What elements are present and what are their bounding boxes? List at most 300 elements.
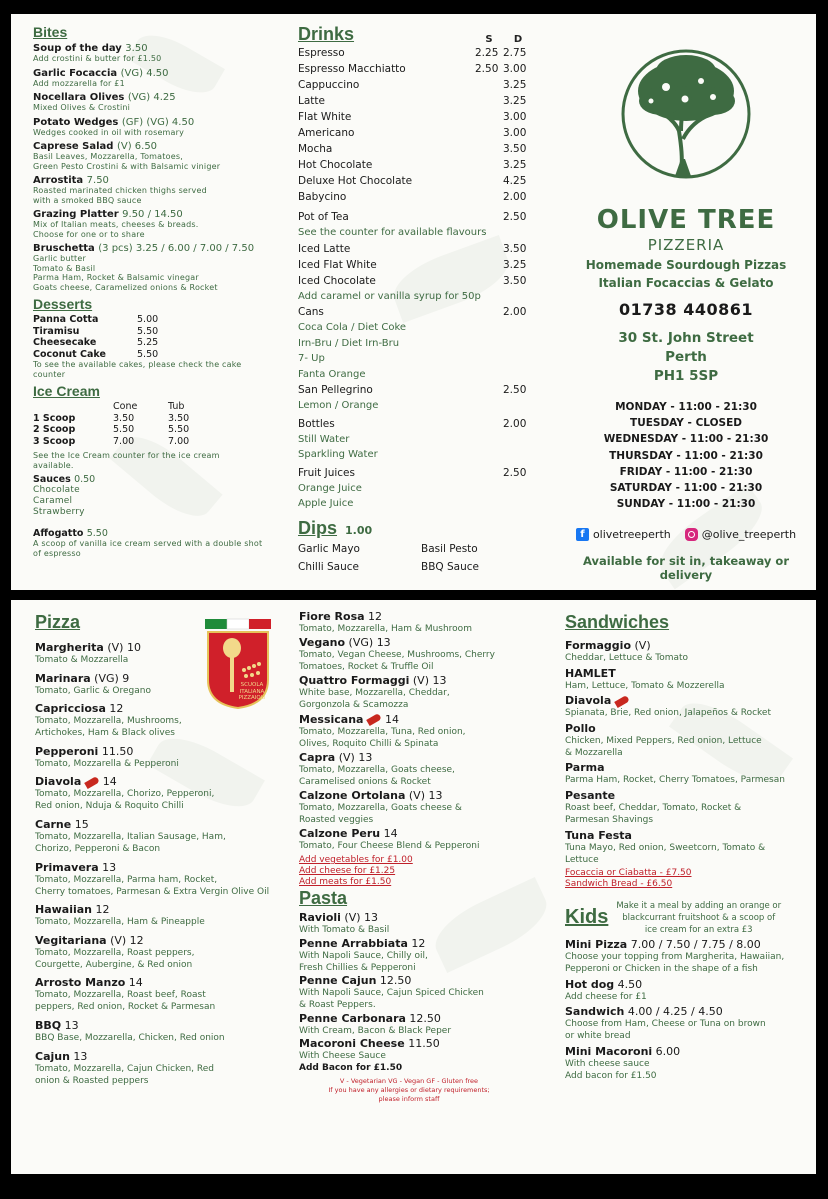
bites-item-desc: Goats cheese, Caramelized onions & Rocket (33, 282, 218, 292)
kids-sandwich (565, 1005, 810, 1042)
sandwich-desc: Parma Ham, Rocket, Cherry Tomatoes, Parmesan (565, 775, 785, 786)
ice-cream-size: 2 Scoop (33, 424, 76, 435)
bites-item-desc: Mixed Olives & Crostini (33, 103, 131, 112)
item-name: Calzone Peru (299, 827, 381, 841)
hours-row: SATURDAY - 11:00 - 21:30 (609, 482, 763, 495)
pizza-arrosto-manzo (35, 976, 285, 1013)
ice-cream-note: See the Ice Cream counter for the ice cream available. (33, 451, 220, 470)
item-name: Ravioli (299, 911, 341, 925)
ice-cream-tub-price: 5.50 (168, 424, 190, 435)
drink-price-double: 3.50 (503, 274, 527, 287)
item-price: 12 (364, 610, 383, 623)
cans-label: Cans (298, 306, 324, 318)
bites-item-desc: Mix of Italian meats, cheeses & breads. (33, 220, 199, 229)
dips-price: 1.00 (345, 523, 373, 537)
pasta-desc: Fresh Chillies & Pepperoni (299, 962, 416, 973)
sandwich-desc: Parmesan Shavings (565, 814, 654, 825)
instagram-link[interactable] (685, 528, 796, 541)
dessert-row-panna-cotta (33, 314, 166, 326)
sauce-strawberry: Strawberry (33, 507, 85, 517)
drink-price-small: 2.25 (475, 47, 499, 59)
sandwich-list (565, 639, 810, 866)
drink-name: Deluxe Hot Chocolate (298, 175, 413, 187)
pizza-desc: BBQ Base, Mozzarella, Chicken, Red onion (35, 1032, 225, 1043)
instagram-handle: @olive_treeperth (701, 528, 797, 542)
sandwich-name (565, 639, 810, 652)
sandwiches-heading: Sandwiches (565, 612, 670, 632)
pizza-name (299, 636, 549, 649)
sandwich-parma (565, 761, 810, 786)
sandwich-desc: & Mozzarella (565, 747, 623, 758)
ice-cream-cone-price: 7.00 (113, 435, 135, 447)
kids-desc: or white bread (565, 1031, 631, 1042)
pizza-name (35, 1019, 285, 1032)
pizza-desc: White base, Mozzarella, Cheddar, (299, 688, 450, 699)
bites-item-name (33, 209, 273, 220)
availability-text: Available for sit in, takeaway or delivery (583, 554, 789, 583)
item-price: 15 (71, 817, 89, 831)
ice-cream-cone-price: 5.50 (113, 424, 135, 435)
pot-of-tea-row (298, 209, 543, 225)
ice-cream-size: 3 Scoop (33, 435, 76, 447)
bites-item-desc: Parma Ham, Rocket & Balsamic vinegar (33, 273, 199, 282)
opening-hours (556, 399, 816, 512)
brand-tagline-2: Italian Focaccias & Gelato (598, 276, 774, 290)
drink-price-small: 2.50 (475, 63, 499, 75)
item-name: Formaggio (565, 639, 632, 652)
sauces-item (33, 474, 273, 485)
drink-price-double: 2.75 (503, 47, 527, 59)
drink-price-double: 3.25 (503, 159, 527, 171)
item-price: 13 (61, 1018, 79, 1032)
item-name: Potato Wedges (33, 116, 122, 128)
item-name: Soup of the day (33, 43, 126, 54)
dessert-price: 5.00 (137, 314, 159, 325)
drink-name: Babycino (298, 191, 347, 203)
dip-basil-pesto: Basil Pesto (421, 542, 478, 555)
sandwich-desc: Chicken, Mixed Peppers, Red onion, Lettuce (565, 735, 762, 746)
item-price: 3.50 (125, 43, 148, 54)
sauces-price: 0.50 (74, 474, 96, 485)
bites-item-name (33, 117, 273, 128)
drink-row-deluxe-hot-chocolate (298, 173, 543, 189)
pizza-name (35, 775, 285, 788)
dips-grid (298, 541, 543, 575)
iced-row-iced-flat-white (298, 257, 543, 273)
drink-name: Iced Latte (298, 242, 351, 255)
item-price: (V) 12 (106, 933, 144, 947)
kids-hot-dog (565, 978, 810, 1003)
pizza-name (35, 745, 285, 758)
pasta-macoroni-cheese (299, 1037, 549, 1062)
bottles-row (298, 416, 543, 432)
bites-item-desc: Add crostini & butter for £1.50 (33, 54, 162, 63)
bites-item-desc: Tomato & Basil (33, 263, 96, 273)
brand-tagline-1: Homemade Sourdough Pizzas (585, 258, 787, 272)
ice-cream-heading: Ice Cream (33, 383, 100, 399)
kids-desc: Choose from Ham, Cheese or Tuna on brown (565, 1019, 766, 1030)
item-name: Mini Macoroni (565, 1044, 653, 1058)
can-irn-bru-diet-irn-bru: Irn-Bru / Diet Irn-Bru (298, 337, 400, 349)
drink-row-espresso (298, 45, 543, 61)
sandwich-price-focaccia-or-ciabatta-7-50[interactable]: Focaccia or Ciabatta - £7.50 (565, 868, 692, 879)
affogato-name: Affogatto (33, 528, 84, 539)
bottles-price: 2.00 (503, 417, 527, 430)
desserts-table (33, 314, 166, 360)
dips-heading-row (298, 518, 543, 539)
item-name: Calzone Ortolana (299, 788, 406, 802)
item-name: Grazing Platter (33, 209, 123, 220)
chili-icon (84, 776, 100, 789)
pizza-carne (35, 818, 285, 855)
ice-cream-header-row (33, 401, 197, 413)
sandwiches-column (565, 612, 810, 1085)
pizza-desc: Tomato, Mozzarella, Italian Sausage, Ham, (35, 831, 226, 842)
instagram-icon (685, 528, 698, 541)
brand-subtitle: PIZZERIA (647, 236, 725, 254)
sandwich-desc: Tuna Mayo, Red onion, Sweetcorn, Tomato & (565, 842, 766, 853)
drink-price-double: 2.00 (503, 191, 527, 203)
ice-cream-col-cone: Cone (113, 401, 138, 412)
item-price: 12 (92, 903, 110, 917)
drink-price-double: 3.25 (503, 79, 527, 91)
sandwich-desc: Cheddar, Lettuce & Tomato (565, 653, 689, 663)
item-name: Penne Arrabbiata (299, 936, 408, 950)
item-name: HAMLET (565, 666, 616, 680)
kids-mini-macoroni (565, 1045, 810, 1082)
item-price: (3 pcs) 3.25 / 6.00 / 7.00 / 7.50 (98, 243, 255, 254)
kids-name (565, 938, 810, 951)
dessert-name: Panna Cotta (33, 314, 99, 325)
ice-cream-col-tub: Tub (168, 401, 185, 412)
bites-item-desc: Basil Leaves, Mozzarella, Tomatoes, (33, 152, 183, 161)
item-name: Mini Pizza (565, 938, 628, 952)
drink-price-double: 3.00 (503, 63, 527, 75)
dessert-price: 5.50 (137, 348, 159, 360)
sauces-list (33, 485, 273, 518)
dip-garlic-mayo: Garlic Mayo (298, 542, 360, 555)
phone-number[interactable]: 01738 440861 (618, 300, 754, 319)
sandwich-name (565, 694, 810, 707)
pizza-name (35, 934, 285, 947)
menu-page-back (11, 600, 816, 1174)
item-name: Sandwich (565, 1005, 625, 1019)
drink-price-small (475, 109, 503, 125)
sauce-chocolate: Chocolate (33, 485, 80, 495)
item-name: Carne (35, 817, 72, 831)
drink-row-americano (298, 125, 543, 141)
item-price: (VG) 4.50 (120, 67, 169, 79)
kids-desc: Pepperoni or Chicken in the shape of a fish (565, 964, 758, 975)
pizza-messicana (299, 713, 549, 750)
juices-name: Fruit Juices (298, 466, 355, 479)
pizza-calzone-peru (299, 827, 549, 852)
item-price: 11.50 (404, 1037, 440, 1051)
item-price: 7.00 / 7.50 / 7.75 / 8.00 (627, 938, 761, 952)
pizza-desc: Tomatoes, Rocket & Truffle Oil (299, 662, 434, 673)
item-name: Fiore Rosa (299, 610, 365, 623)
affogato-item (33, 528, 273, 539)
sandwich-pollo (565, 722, 810, 759)
dessert-name: Tiramisu (33, 325, 80, 337)
pizza-diavola (35, 775, 285, 812)
pizza-extra-add-meats-for-1-50[interactable]: Add meats for £1.50 (299, 877, 392, 888)
pizza-desc: Roasted veggies (299, 814, 374, 825)
pizza-desc: Tomato, Mozzarella, Cajun Chicken, Red (35, 1063, 214, 1074)
pizza-desc: Tomato, Mozzarella, Ham & Pineapple (35, 917, 205, 928)
pasta-name (299, 1012, 549, 1025)
kids-desc: Add bacon for £1.50 (565, 1070, 657, 1081)
bites-item-nocellara-olives (33, 92, 273, 113)
pizza-extra-add-vegetables-for-1-00[interactable]: Add vegetables for £1.00 (299, 855, 413, 866)
item-name: Pollo (565, 721, 596, 735)
cans-price: 2.00 (503, 306, 527, 318)
pasta-ravioli (299, 911, 549, 936)
bites-item-name (33, 175, 273, 186)
pizza-hawaiian (35, 903, 285, 928)
address-line-1: 30 St. John Street (618, 330, 754, 346)
item-price: 12.50 (376, 974, 412, 988)
item-name: Arrostita (33, 175, 87, 186)
pasta-name (299, 937, 549, 950)
item-price: (V) 13 (409, 674, 447, 688)
bites-item-name (33, 43, 273, 54)
address-line-3: PH1 5SP (653, 368, 719, 384)
bites-item-desc: Wedges cooked in oil with rosemary (33, 127, 185, 137)
item-name: Macoroni Cheese (299, 1037, 405, 1051)
item-name: Tuna Festa (565, 828, 632, 842)
pasta-penne-arrabbiata (299, 937, 549, 974)
drink-row-cappuccino (298, 77, 543, 93)
ice-cream-row-2-scoop (33, 424, 197, 436)
menu-page-front (11, 14, 816, 590)
pizza-vegano (299, 636, 549, 673)
hours-row: TUESDAY - CLOSED (630, 417, 742, 430)
sandwich-price-sandwich-bread-6-50[interactable]: Sandwich Bread - £6.50 (565, 879, 673, 890)
sandwich-desc: Ham, Lettuce, Tomato & Mozzerella (565, 680, 725, 691)
desserts-note: To see the available cakes, please check the cake counter (33, 360, 242, 379)
bites-item-soup-of-the-day (33, 43, 273, 64)
pizza-desc: Tomato, Mozzarella, Chorizo, Pepperoni, (35, 789, 215, 800)
item-name: Hawaiian (35, 903, 93, 917)
item-price: 4.00 / 4.25 / 4.50 (624, 1005, 723, 1019)
juices-list (298, 481, 543, 512)
item-price: 7.50 (86, 175, 109, 186)
pasta-desc: With Tomato & Basil (299, 925, 390, 936)
pot-of-tea-note: See the counter for available flavours (298, 227, 487, 238)
juice-orange-juice: Orange Juice (298, 482, 362, 494)
pellegrino-name: San Pellegrino (298, 384, 373, 396)
bites-item-garlic-focaccia (33, 68, 273, 89)
drink-name: Espresso Macchiatto (298, 63, 406, 75)
can-fanta-orange: Fanta Orange (298, 368, 366, 380)
pasta-desc: With Napoli Sauce, Chilly oil, (299, 950, 428, 961)
pizza-fiore-rosa (299, 610, 549, 635)
hours-row: FRIDAY - 11:00 - 21:30 (619, 465, 753, 478)
bites-item-desc: Choose for one or to share (33, 229, 145, 239)
bites-item-name (33, 243, 273, 254)
drink-name: Flat White (298, 111, 352, 123)
drink-price-double: 3.25 (503, 95, 527, 107)
pellegrino-row (298, 382, 543, 398)
item-price: 11.50 (98, 744, 134, 758)
kids-header (565, 900, 810, 936)
pasta-desc: With Napoli Sauce, Cajun Spiced Chicken (299, 988, 484, 999)
kids-desc: Add cheese for £1 (565, 991, 647, 1002)
drink-row-mocha (298, 141, 543, 157)
chili-icon (367, 713, 383, 726)
facebook-handle: olivetreeperth (592, 528, 671, 542)
pizza-name (35, 861, 285, 874)
pizza-desc: Tomato, Mozzarella, Goats cheese & (299, 802, 462, 813)
item-price: 13 (98, 860, 117, 874)
hours-row: SUNDAY - 11:00 - 21:30 (616, 498, 756, 511)
sandwich-formaggio (565, 639, 810, 664)
drink-price-small (475, 257, 503, 273)
pizza-desc: Courgette, Aubergine, & Red onion (35, 959, 193, 970)
drink-price-small (475, 241, 503, 257)
item-name: Garlic Focaccia (33, 67, 121, 79)
dessert-price: 5.25 (137, 337, 159, 348)
item-price: (V) 10 (103, 641, 141, 654)
brand-name: OLIVE TREE (596, 205, 776, 235)
item-name: Penne Carbonara (299, 1011, 406, 1025)
sandwich-name (565, 761, 810, 774)
drink-row-flat-white (298, 109, 543, 125)
bites-item-desc: Roasted marinated chicken thighs served (33, 186, 207, 195)
dessert-row-coconut-cake (33, 349, 166, 361)
item-name: Bruschetta (33, 243, 99, 254)
bites-list (33, 43, 273, 292)
bites-item-desc: with a smoked BBQ sauce (33, 195, 142, 205)
item-price: 14 (381, 712, 399, 726)
kids-list (565, 938, 810, 1082)
item-name: Hot dog (565, 977, 615, 991)
dietary-legend-2: If you have any allergies or dietary requirements; (328, 1086, 490, 1095)
drink-price-small (475, 273, 503, 289)
bites-item-arrostita (33, 175, 273, 205)
bites-item-desc: Green Pesto Crostini & with Balsamic viniger (33, 161, 221, 171)
drink-price-double: 3.50 (503, 242, 527, 255)
social-row (556, 528, 816, 541)
drink-row-espresso-macchiatto (298, 61, 543, 77)
drink-name: Cappuccino (298, 79, 360, 91)
pizza-desc: Gorgonzola & Scamozza (299, 700, 409, 711)
dietary-legend-3: please inform staff (378, 1095, 440, 1104)
chili-icon (614, 695, 630, 708)
kids-heading: Kids (565, 906, 609, 929)
item-price: 13 (69, 1049, 88, 1063)
drinks-col-d: D (513, 34, 523, 45)
ice-cream-tub-price: 7.00 (168, 435, 190, 447)
pizza-desc: Tomato & Mozzarella (35, 655, 129, 665)
bites-item-caprese-salad (33, 141, 273, 171)
item-price: (V) 6.50 (116, 141, 158, 152)
pizza-desc: peppers, Red onion, Rocket & Parmesan (35, 1002, 216, 1013)
pizza-desc: Tomato, Mozzarella, Tuna, Red onion, (299, 726, 466, 737)
pizza-name (299, 713, 549, 726)
sandwich-name (565, 829, 810, 842)
pizza-desc: Cherry tomatoes, Parmesan & Extra Vergin Olive Oil (35, 886, 270, 897)
item-name: BBQ (35, 1018, 62, 1032)
drink-name: Hot Chocolate (298, 159, 373, 171)
can-7-up: 7- Up (298, 353, 325, 364)
pasta-desc: & Roast Peppers. (299, 1000, 376, 1011)
drink-price-small (475, 141, 503, 157)
item-name: Primavera (35, 860, 99, 874)
ice-cream-table (33, 401, 197, 447)
sandwich-desc: Lettuce (565, 854, 599, 865)
item-price: 6.00 (652, 1044, 681, 1058)
affogato-desc: A scoop of vanilla ice cream served with a double shot of espresso (33, 539, 263, 558)
pasta-name (299, 1037, 549, 1050)
item-price: 14 (125, 976, 143, 990)
pizza-calzone-ortolana (299, 789, 549, 826)
pasta-heading: Pasta (299, 888, 348, 909)
item-name: Diavola (565, 694, 612, 708)
item-price: 12 (105, 702, 124, 716)
drink-price-small (475, 189, 503, 205)
bites-column (33, 24, 273, 558)
desserts-heading: Desserts (33, 296, 93, 312)
pizza-desc: Tomato, Mozzarella, Parma ham, Rocket, (35, 874, 218, 885)
dietary-legend (299, 1077, 519, 1104)
dietary-legend-1: V - Vegetarian VG - Vegan GF - Gluten free (339, 1077, 479, 1086)
bites-item-name (33, 141, 273, 152)
bites-item-name (33, 92, 273, 103)
facebook-link[interactable] (576, 528, 671, 541)
iced-drinks-list (298, 241, 543, 289)
item-name: Parma (565, 761, 605, 775)
pizza-name (299, 610, 549, 623)
drink-row-babycino (298, 189, 543, 205)
pizza-desc: Tomato, Mozzarella & Pepperoni (35, 758, 179, 769)
pizza-capra (299, 751, 549, 788)
bites-item-potato-wedges (33, 117, 273, 138)
pizza-list-2 (299, 610, 549, 852)
cans-list (298, 320, 543, 382)
drink-name: Mocha (298, 143, 333, 155)
pizza-desc: Artichokes, Ham & Black olives (35, 728, 175, 739)
bites-item-grazing-platter (33, 209, 273, 239)
pizza-desc: Tomato, Mozzarella, Roast peppers, (35, 947, 195, 958)
sandwich-prices (565, 868, 810, 890)
iced-row-iced-latte (298, 241, 543, 257)
bottles-name: Bottles (298, 417, 335, 430)
drink-row-hot-chocolate (298, 157, 543, 173)
drink-price-double: 3.25 (503, 258, 527, 271)
item-name: Messicana (299, 712, 364, 726)
pizza-column-2 (299, 610, 549, 1104)
item-price: 4.50 (614, 977, 643, 991)
pizza-desc: onion & Roasted peppers (35, 1075, 149, 1086)
pizza-name (299, 827, 549, 840)
dessert-price: 5.50 (137, 325, 159, 337)
iced-row-iced-chocolate (298, 273, 543, 289)
bites-item-bruschetta (33, 243, 273, 292)
olive-tree-logo (621, 19, 751, 194)
pasta-name (299, 911, 549, 924)
bottle-sparkling-water: Sparkling Water (298, 449, 378, 460)
kids-name (565, 978, 810, 991)
pizza-extra-add-cheese-for-1-25[interactable]: Add cheese for £1.25 (299, 866, 396, 877)
item-name: Pepperoni (35, 744, 99, 758)
item-price: 14 (99, 775, 117, 789)
sauces-label: Sauces (33, 474, 71, 485)
item-price: (VG) 4.25 (127, 92, 176, 103)
drink-name: Iced Chocolate (298, 274, 376, 287)
pasta-desc: With Cream, Bacon & Black Peper (299, 1025, 452, 1036)
